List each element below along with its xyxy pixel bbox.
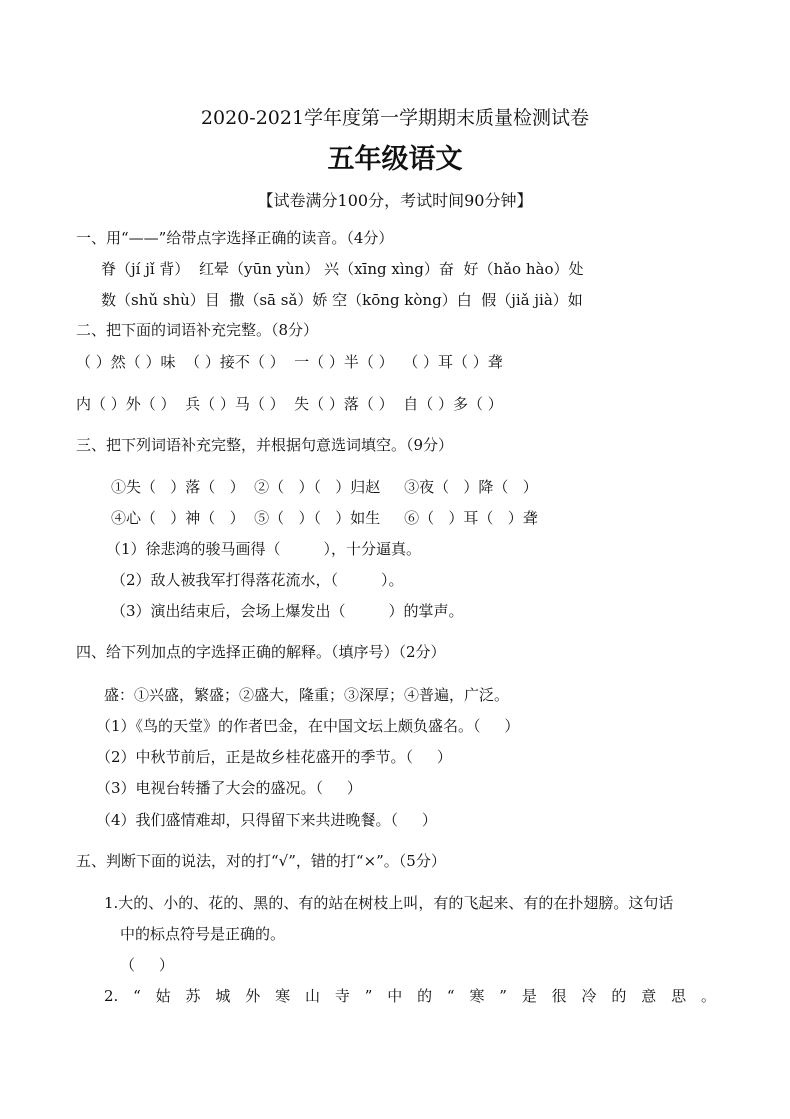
section-4-question-3: （3）电视台转播了大会的盛况。（ ） [96,779,362,797]
q2-char: ” [499,987,507,1005]
section-5-question-1-line-2: 中的标点符号是正确的。 [120,925,286,943]
section-3-line-2: ④心（ ）神（ ） ⑤（ ）（ ）如生 ⑥（ ）耳（ ）聋 [111,509,538,527]
q2-char: 冷 [581,987,597,1005]
exam-note: 【试卷满分100分，考试时间90分钟】 [257,191,533,210]
section-2-line-1: （ ）然（ ）味 （ ）接不（ ） 一（ ）半（ ） （ ）耳（ ）聋 [76,353,503,371]
q2-char: 寒 [469,987,485,1005]
section-3-heading: 三、把下列词语补充完整，并根据句意选词填空。（9分） [76,436,454,454]
section-3-question-3: （3）演出结束后，会场上爆发出（ ）的掌声。 [111,602,464,620]
q2-char: 的 [417,987,433,1005]
section-5-heading: 五、判断下面的说法，对的打“√”，错的打“×”。（5分） [76,852,446,870]
section-4-question-2: （2）中秋节前后，正是故乡桂花盛开的季节。（ ） [96,748,452,766]
q2-char: “ [446,987,455,1005]
section-4-options: 盛：①兴盛，繁盛；②盛大，隆重；③深厚；④普遍，广泛。 [104,686,510,704]
q2-char: 。 [700,987,716,1005]
section-5-question-1-line-1: 1.大的、小的、花的、黑的、有的站在树枝上叫，有的飞起来、有的在扑翅膀。这句话 [104,894,674,912]
q2-char: 中 [387,987,403,1005]
q2-char: 寒 [275,987,291,1005]
section-1-heading: 一、用“——”给带点字选择正确的读音。（4分） [76,229,394,247]
section-2-heading: 二、把下面的词语补充完整。（8分） [76,321,319,339]
q2-char: 外 [245,987,261,1005]
q2-char: “ [133,987,141,1005]
section-4-heading: 四、给下列加点的字选择正确的解释。（填序号）（2分） [76,643,446,661]
section-3-question-2: （2）敌人被我军打得落花流水，（ ）。 [111,571,404,589]
section-1-line-1: 脊（jí jǐ 背） 红晕（yūn yùn） 兴（xīng xìng）奋 好（hǎo hào）处 [101,260,584,278]
q2-char: 山 [304,987,320,1005]
section-4-question-4: （4）我们盛情难却，只得留下来共进晚餐。（ ） [96,811,437,829]
q2-char: 意 [641,987,657,1005]
q2-char: ” [364,987,373,1005]
q2-char: 2. [104,987,119,1005]
q2-char: 寺 [334,987,350,1005]
q2-char: 姑 [155,987,171,1005]
subject-title: 五年级语文 [327,144,463,175]
section-1-line-2: 数（shǔ shù）目 撒（sā sǎ）娇 空（kōng kòng）白 假（jiǎ jià）如 [101,291,583,309]
section-3-question-1: （1）徐悲鸿的骏马画得（ ），十分逼真。 [106,540,421,558]
exam-title: 2020-2021学年度第一学期期末质量检测试卷 [200,107,590,129]
section-5-question-2 [104,986,716,1006]
q2-char: 苏 [185,987,201,1005]
section-3-line-1: ①失（ ）落（ ） ②（ ）（ ）归赵 ③夜（ ）降（ ） [111,478,538,496]
section-2-line-2: 内（ ）外（ ） 兵（ ）马（ ） 失（ ）落（ ） 自（ ）多（ ） [76,395,503,413]
section-4-question-1: （1）《鸟的天堂》的作者巴金，在中国文坛上颇负盛名。（ ） [96,717,520,735]
section-5-question-1-blank: （ ） [120,956,174,974]
q2-char: 是 [521,987,537,1005]
q2-char: 的 [611,987,627,1005]
q2-char: 很 [551,987,567,1005]
q2-char: 思 [671,987,687,1005]
q2-char: 城 [215,987,231,1005]
